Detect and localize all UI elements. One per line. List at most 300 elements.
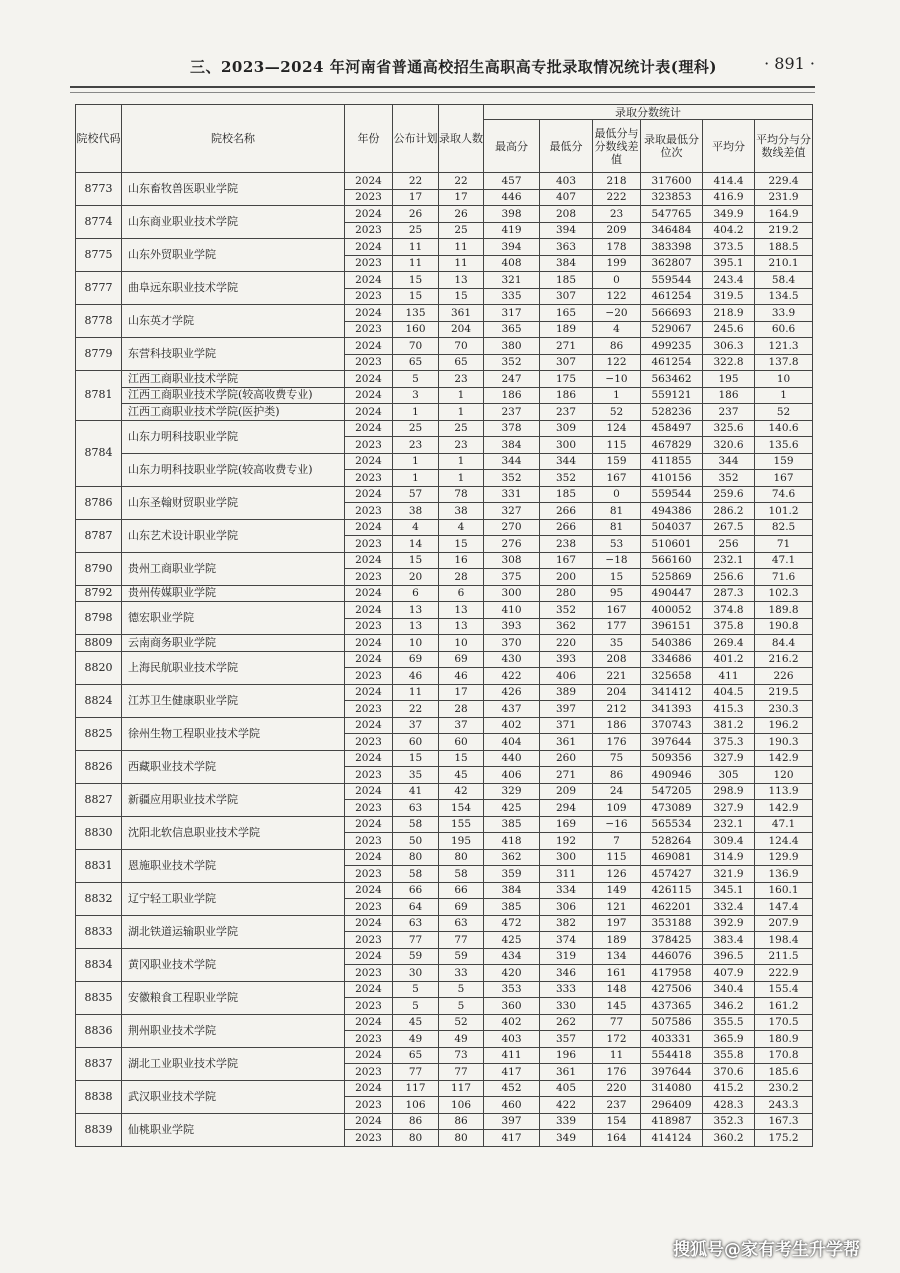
cell-year: 2024	[345, 239, 393, 256]
cell-min-rank: 325658	[641, 668, 703, 685]
cell-min-diff: 126	[593, 866, 641, 883]
cell-admitted: 59	[439, 948, 484, 965]
cell-min-rank: 397644	[641, 734, 703, 751]
cell-min-rank: 563462	[641, 371, 703, 388]
cell-min-score: 406	[540, 668, 593, 685]
page-title: 三、2023—2024 年河南省普通高校招生高职高专批录取情况统计表(理科)	[190, 58, 717, 76]
cell-admitted: 17	[439, 684, 484, 701]
cell-min-score: 361	[540, 734, 593, 751]
cell-avg-score: 381.2	[703, 717, 755, 734]
cell-min-score: 352	[540, 602, 593, 619]
cell-plan: 22	[393, 701, 439, 718]
cell-avg-score: 414.4	[703, 173, 755, 190]
cell-min-score: 374	[540, 932, 593, 949]
table-row	[76, 816, 813, 833]
cell-year: 2024	[345, 173, 393, 190]
cell-avg-diff: 47.1	[755, 816, 813, 833]
cell-min-rank: 499235	[641, 338, 703, 355]
cell-year: 2024	[345, 420, 393, 437]
cell-avg-diff: 102.3	[755, 585, 813, 602]
cell-min-diff: −20	[593, 305, 641, 322]
cell-year: 2024	[345, 849, 393, 866]
cell-admitted: 204	[439, 321, 484, 338]
cell-max-score: 411	[484, 1047, 540, 1064]
cell-max-score: 378	[484, 420, 540, 437]
cell-plan: 5	[393, 371, 439, 388]
cell-avg-score: 186	[703, 387, 755, 404]
school-name: 安徽粮食工程职业学院	[122, 981, 345, 1014]
cell-min-rank: 566693	[641, 305, 703, 322]
cell-admitted: 46	[439, 668, 484, 685]
school-code: 8824	[76, 684, 122, 717]
cell-max-score: 460	[484, 1097, 540, 1114]
cell-avg-score: 346.2	[703, 998, 755, 1015]
cell-avg-score: 309.4	[703, 833, 755, 850]
cell-plan: 69	[393, 651, 439, 668]
cell-admitted: 5	[439, 998, 484, 1015]
cell-max-score: 434	[484, 948, 540, 965]
cell-admitted: 80	[439, 1130, 484, 1147]
cell-min-diff: 121	[593, 899, 641, 916]
cell-avg-diff: 198.4	[755, 932, 813, 949]
cell-avg-score: 428.3	[703, 1097, 755, 1114]
cell-year: 2024	[345, 635, 393, 652]
school-code: 8777	[76, 272, 122, 305]
cell-admitted: 28	[439, 569, 484, 586]
cell-min-score: 382	[540, 915, 593, 932]
cell-plan: 23	[393, 437, 439, 454]
header-rule	[70, 86, 815, 88]
cell-min-score: 384	[540, 255, 593, 272]
cell-max-score: 247	[484, 371, 540, 388]
cell-max-score: 276	[484, 536, 540, 553]
cell-min-score: 185	[540, 486, 593, 503]
cell-year: 2024	[345, 1047, 393, 1064]
school-code: 8781	[76, 371, 122, 421]
cell-avg-diff: 219.5	[755, 684, 813, 701]
cell-plan: 70	[393, 338, 439, 355]
cell-admitted: 23	[439, 437, 484, 454]
table-row	[76, 635, 813, 652]
school-name: 仙桃职业学院	[122, 1113, 345, 1146]
source-watermark: 搜狐号@家有考生升学帮	[673, 1240, 860, 1260]
cell-min-diff: 115	[593, 437, 641, 454]
cell-plan: 58	[393, 866, 439, 883]
cell-min-rank: 383398	[641, 239, 703, 256]
cell-avg-diff: 52	[755, 404, 813, 421]
school-name: 贵州工商职业学院	[122, 552, 345, 585]
cell-year: 2023	[345, 866, 393, 883]
cell-year: 2023	[345, 618, 393, 635]
school-name: 恩施职业技术学院	[122, 849, 345, 882]
cell-min-score: 271	[540, 338, 593, 355]
cell-max-score: 420	[484, 965, 540, 982]
cell-min-rank: 461254	[641, 354, 703, 371]
cell-min-score: 339	[540, 1113, 593, 1130]
cell-avg-score: 314.9	[703, 849, 755, 866]
cell-admitted: 25	[439, 222, 484, 239]
cell-admitted: 155	[439, 816, 484, 833]
cell-min-rank: 529067	[641, 321, 703, 338]
cell-year: 2023	[345, 1031, 393, 1048]
cell-avg-diff: 170.8	[755, 1047, 813, 1064]
cell-min-rank: 458497	[641, 420, 703, 437]
cell-admitted: 25	[439, 420, 484, 437]
cell-min-rank: 417958	[641, 965, 703, 982]
cell-avg-score: 407.9	[703, 965, 755, 982]
cell-min-score: 349	[540, 1130, 593, 1147]
col-header-min-diff: 最低分与分数线差值	[593, 120, 641, 173]
cell-min-diff: 204	[593, 684, 641, 701]
cell-plan: 15	[393, 288, 439, 305]
cell-max-score: 422	[484, 668, 540, 685]
cell-max-score: 393	[484, 618, 540, 635]
school-code: 8833	[76, 915, 122, 948]
school-code: 8775	[76, 239, 122, 272]
cell-min-rank: 353188	[641, 915, 703, 932]
cell-year: 2023	[345, 1097, 393, 1114]
table-row	[76, 239, 813, 256]
cell-max-score: 270	[484, 519, 540, 536]
cell-min-score: 389	[540, 684, 593, 701]
cell-year: 2023	[345, 1130, 393, 1147]
cell-min-score: 260	[540, 750, 593, 767]
cell-admitted: 16	[439, 552, 484, 569]
cell-min-rank: 559544	[641, 272, 703, 289]
cell-avg-diff: 216.2	[755, 651, 813, 668]
cell-year: 2023	[345, 536, 393, 553]
school-name: 徐州生物工程职业技术学院	[122, 717, 345, 750]
cell-avg-score: 383.4	[703, 932, 755, 949]
cell-year: 2024	[345, 915, 393, 932]
cell-admitted: 5	[439, 981, 484, 998]
cell-min-rank: 457427	[641, 866, 703, 883]
cell-admitted: 15	[439, 536, 484, 553]
cell-min-diff: 197	[593, 915, 641, 932]
school-code: 8835	[76, 981, 122, 1014]
cell-max-score: 425	[484, 800, 540, 817]
cell-avg-score: 344	[703, 453, 755, 470]
cell-plan: 80	[393, 849, 439, 866]
cell-avg-diff: 159	[755, 453, 813, 470]
table-row	[76, 948, 813, 965]
cell-year: 2023	[345, 189, 393, 206]
cell-plan: 1	[393, 453, 439, 470]
cell-admitted: 58	[439, 866, 484, 883]
cell-min-rank: 426115	[641, 882, 703, 899]
cell-admitted: 78	[439, 486, 484, 503]
cell-min-score: 186	[540, 387, 593, 404]
cell-avg-diff: 229.4	[755, 173, 813, 190]
cell-admitted: 69	[439, 651, 484, 668]
page-number: · 891 ·	[764, 54, 815, 73]
cell-max-score: 406	[484, 767, 540, 784]
cell-min-diff: 237	[593, 1097, 641, 1114]
cell-year: 2023	[345, 932, 393, 949]
cell-avg-diff: 196.2	[755, 717, 813, 734]
cell-plan: 46	[393, 668, 439, 685]
cell-min-diff: 149	[593, 882, 641, 899]
cell-avg-diff: 58.4	[755, 272, 813, 289]
cell-admitted: 17	[439, 189, 484, 206]
cell-min-diff: 11	[593, 1047, 641, 1064]
school-code: 8773	[76, 173, 122, 206]
cell-plan: 15	[393, 750, 439, 767]
table-row	[76, 783, 813, 800]
cell-avg-diff: 231.9	[755, 189, 813, 206]
cell-min-diff: 109	[593, 800, 641, 817]
cell-max-score: 308	[484, 552, 540, 569]
cell-plan: 4	[393, 519, 439, 536]
cell-max-score: 384	[484, 437, 540, 454]
cell-avg-diff: 167.3	[755, 1113, 813, 1130]
cell-avg-diff: 82.5	[755, 519, 813, 536]
table-row	[76, 602, 813, 619]
school-name: 江苏卫生健康职业学院	[122, 684, 345, 717]
cell-avg-diff: 47.1	[755, 552, 813, 569]
cell-avg-score: 392.9	[703, 915, 755, 932]
school-code: 8836	[76, 1014, 122, 1047]
col-header-rank: 录取最低分位次	[641, 120, 703, 173]
cell-min-rank: 504037	[641, 519, 703, 536]
cell-avg-score: 286.2	[703, 503, 755, 520]
school-name: 贵州传媒职业学院	[122, 585, 345, 602]
cell-plan: 14	[393, 536, 439, 553]
school-code: 8784	[76, 420, 122, 486]
cell-admitted: 33	[439, 965, 484, 982]
cell-avg-score: 256	[703, 536, 755, 553]
cell-min-score: 309	[540, 420, 593, 437]
school-code: 8834	[76, 948, 122, 981]
cell-year: 2024	[345, 206, 393, 223]
cell-min-rank: 559544	[641, 486, 703, 503]
school-name: 湖北铁道运输职业学院	[122, 915, 345, 948]
cell-min-rank: 414124	[641, 1130, 703, 1147]
cell-min-score: 237	[540, 404, 593, 421]
cell-avg-score: 243.4	[703, 272, 755, 289]
cell-min-rank: 446076	[641, 948, 703, 965]
table-row	[76, 1014, 813, 1031]
cell-plan: 37	[393, 717, 439, 734]
school-name: 山东艺术设计职业学院	[122, 519, 345, 552]
cell-plan: 135	[393, 305, 439, 322]
cell-min-diff: 35	[593, 635, 641, 652]
cell-min-diff: −10	[593, 371, 641, 388]
cell-min-score: 407	[540, 189, 593, 206]
cell-max-score: 410	[484, 602, 540, 619]
cell-admitted: 23	[439, 371, 484, 388]
cell-year: 2024	[345, 1080, 393, 1097]
cell-avg-diff: 10	[755, 371, 813, 388]
cell-plan: 25	[393, 222, 439, 239]
cell-avg-diff: 124.4	[755, 833, 813, 850]
cell-year: 2024	[345, 684, 393, 701]
cell-avg-diff: 137.8	[755, 354, 813, 371]
cell-min-diff: 167	[593, 470, 641, 487]
cell-plan: 30	[393, 965, 439, 982]
cell-plan: 25	[393, 420, 439, 437]
cell-admitted: 28	[439, 701, 484, 718]
cell-min-diff: 53	[593, 536, 641, 553]
school-code: 8790	[76, 552, 122, 585]
cell-admitted: 106	[439, 1097, 484, 1114]
cell-plan: 86	[393, 1113, 439, 1130]
cell-max-score: 375	[484, 569, 540, 586]
school-code: 8832	[76, 882, 122, 915]
cell-admitted: 361	[439, 305, 484, 322]
cell-year: 2023	[345, 800, 393, 817]
cell-min-diff: 161	[593, 965, 641, 982]
cell-plan: 3	[393, 387, 439, 404]
cell-min-diff: 86	[593, 767, 641, 784]
cell-min-score: 357	[540, 1031, 593, 1048]
cell-avg-score: 373.5	[703, 239, 755, 256]
cell-avg-diff: 142.9	[755, 800, 813, 817]
table-row	[76, 371, 813, 388]
cell-plan: 35	[393, 767, 439, 784]
cell-admitted: 15	[439, 288, 484, 305]
cell-max-score: 362	[484, 849, 540, 866]
cell-min-diff: 24	[593, 783, 641, 800]
cell-avg-score: 395.1	[703, 255, 755, 272]
cell-avg-diff: 190.8	[755, 618, 813, 635]
school-code: 8837	[76, 1047, 122, 1080]
col-header-avg-diff: 平均分与分数线差值	[755, 120, 813, 173]
cell-plan: 15	[393, 272, 439, 289]
cell-avg-diff: 74.6	[755, 486, 813, 503]
cell-min-score: 422	[540, 1097, 593, 1114]
school-name: 江西工商职业技术学院(医护类)	[122, 404, 345, 421]
cell-avg-score: 267.5	[703, 519, 755, 536]
cell-max-score: 418	[484, 833, 540, 850]
school-code: 8792	[76, 585, 122, 602]
cell-plan: 11	[393, 684, 439, 701]
cell-plan: 160	[393, 321, 439, 338]
cell-min-rank: 296409	[641, 1097, 703, 1114]
cell-min-diff: 7	[593, 833, 641, 850]
cell-min-diff: 115	[593, 849, 641, 866]
cell-max-score: 385	[484, 816, 540, 833]
cell-avg-score: 404.5	[703, 684, 755, 701]
cell-year: 2024	[345, 981, 393, 998]
cell-plan: 60	[393, 734, 439, 751]
cell-avg-score: 232.1	[703, 816, 755, 833]
cell-avg-score: 287.3	[703, 585, 755, 602]
table-row	[76, 420, 813, 437]
school-code: 8820	[76, 651, 122, 684]
cell-year: 2023	[345, 701, 393, 718]
cell-min-diff: 159	[593, 453, 641, 470]
cell-avg-score: 256.6	[703, 569, 755, 586]
cell-avg-diff: 161.2	[755, 998, 813, 1015]
school-name: 新疆应用职业技术学院	[122, 783, 345, 816]
admission-stats-table	[75, 104, 813, 1147]
cell-plan: 22	[393, 173, 439, 190]
cell-min-score: 262	[540, 1014, 593, 1031]
table-row	[76, 453, 813, 470]
cell-admitted: 11	[439, 255, 484, 272]
table-row	[76, 1047, 813, 1064]
school-name: 西藏职业技术学院	[122, 750, 345, 783]
cell-min-diff: 81	[593, 503, 641, 520]
cell-year: 2023	[345, 503, 393, 520]
cell-year: 2024	[345, 387, 393, 404]
cell-year: 2024	[345, 783, 393, 800]
cell-min-diff: 77	[593, 1014, 641, 1031]
school-name: 东营科技职业学院	[122, 338, 345, 371]
cell-avg-score: 345.1	[703, 882, 755, 899]
school-name: 山东商业职业技术学院	[122, 206, 345, 239]
cell-admitted: 1	[439, 453, 484, 470]
cell-max-score: 394	[484, 239, 540, 256]
cell-max-score: 403	[484, 1031, 540, 1048]
cell-min-diff: 95	[593, 585, 641, 602]
cell-plan: 20	[393, 569, 439, 586]
cell-min-diff: 0	[593, 486, 641, 503]
cell-year: 2024	[345, 948, 393, 965]
table-row	[76, 1080, 813, 1097]
header-rule-thin	[70, 92, 815, 93]
cell-avg-diff: 121.3	[755, 338, 813, 355]
cell-min-rank: 525869	[641, 569, 703, 586]
cell-min-score: 393	[540, 651, 593, 668]
cell-year: 2023	[345, 470, 393, 487]
cell-min-rank: 547205	[641, 783, 703, 800]
cell-year: 2023	[345, 965, 393, 982]
cell-year: 2023	[345, 998, 393, 1015]
cell-min-rank: 378425	[641, 932, 703, 949]
cell-min-score: 300	[540, 849, 593, 866]
cell-min-diff: 212	[593, 701, 641, 718]
cell-avg-diff: 135.6	[755, 437, 813, 454]
cell-max-score: 359	[484, 866, 540, 883]
cell-min-score: 362	[540, 618, 593, 635]
school-code: 8798	[76, 602, 122, 635]
school-code: 8830	[76, 816, 122, 849]
cell-min-rank: 403331	[641, 1031, 703, 1048]
table-row	[76, 750, 813, 767]
cell-avg-score: 259.6	[703, 486, 755, 503]
cell-avg-score: 306.3	[703, 338, 755, 355]
cell-max-score: 237	[484, 404, 540, 421]
cell-plan: 13	[393, 618, 439, 635]
cell-min-score: 165	[540, 305, 593, 322]
col-header-stats-group: 录取分数统计	[484, 105, 813, 120]
cell-min-rank: 418987	[641, 1113, 703, 1130]
cell-admitted: 60	[439, 734, 484, 751]
school-name: 黄冈职业技术学院	[122, 948, 345, 981]
cell-avg-score: 319.5	[703, 288, 755, 305]
cell-admitted: 77	[439, 932, 484, 949]
school-name: 山东力明科技职业学院	[122, 420, 345, 453]
cell-max-score: 417	[484, 1064, 540, 1081]
school-code: 8825	[76, 717, 122, 750]
cell-plan: 5	[393, 998, 439, 1015]
table-row	[76, 717, 813, 734]
school-name: 江西工商职业技术学院(较高收费专业)	[122, 387, 345, 404]
cell-year: 2024	[345, 750, 393, 767]
cell-year: 2023	[345, 255, 393, 272]
cell-admitted: 4	[439, 519, 484, 536]
table-row	[76, 981, 813, 998]
cell-min-rank: 494386	[641, 503, 703, 520]
cell-avg-score: 298.9	[703, 783, 755, 800]
cell-min-diff: 122	[593, 354, 641, 371]
cell-min-diff: 177	[593, 618, 641, 635]
cell-min-score: 394	[540, 222, 593, 239]
cell-min-score: 307	[540, 354, 593, 371]
cell-min-score: 189	[540, 321, 593, 338]
